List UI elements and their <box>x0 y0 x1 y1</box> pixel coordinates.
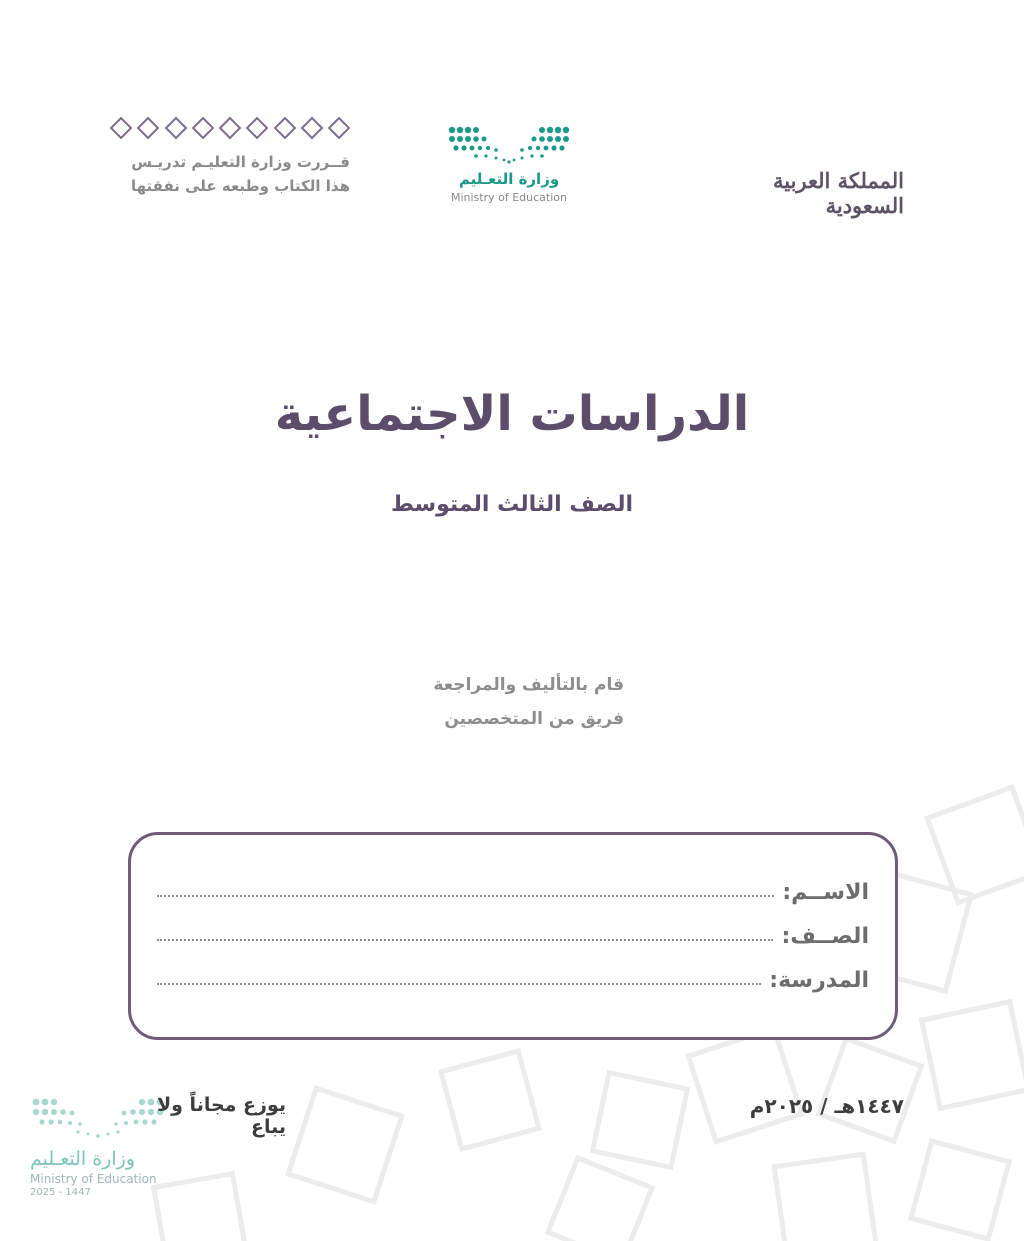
name-label: الاســم: <box>782 880 869 905</box>
kingdom-logo <box>718 166 904 220</box>
class-field-row[interactable] <box>157 919 869 949</box>
diamond-icon <box>110 117 133 140</box>
ministry-logo-top <box>446 124 572 204</box>
approval-line-2: هذا الكتاب وطبعه على نفقتها <box>131 177 350 195</box>
authors-line-2: فريق من المتخصصين <box>444 709 624 729</box>
free-distribution-note: يوزع مجاناً ولا يباع <box>156 1094 286 1138</box>
student-info-box <box>128 832 898 1040</box>
footer-ministry-english: Ministry of Education <box>30 1172 157 1186</box>
approval-statement <box>100 118 350 198</box>
book-title: الدراسات الاجتماعية <box>274 386 750 442</box>
class-label: الصــف: <box>781 924 869 949</box>
class-dotted-line[interactable] <box>157 939 773 941</box>
diamond-icon <box>246 117 269 140</box>
approval-line-1: قــررت وزارة التعليـم تدريـس <box>131 153 350 171</box>
diamond-icon <box>219 117 242 140</box>
name-field-row[interactable] <box>157 875 869 905</box>
diamond-icon <box>273 117 296 140</box>
diamond-ornament-row <box>110 118 350 138</box>
diamond-icon <box>300 117 323 140</box>
name-dotted-line[interactable] <box>157 895 774 897</box>
diamond-icon <box>328 117 351 140</box>
kingdom-calligraphy: المملكة العربية السعودية <box>772 168 904 218</box>
ministry-dots-icon <box>446 124 572 166</box>
footer-ministry-years: 2025 - 1447 <box>30 1187 91 1198</box>
footer-ministry-arabic: وزارة التعـليم <box>30 1148 136 1170</box>
diamond-icon <box>137 117 160 140</box>
publication-year: ١٤٤٧هـ / ٢٠٢٥م <box>749 1094 904 1118</box>
diamond-icon <box>164 117 187 140</box>
book-grade: الصف الثالث المتوسط <box>390 492 634 517</box>
school-field-row[interactable] <box>157 963 869 993</box>
authors-line-1: قام بالتأليف والمراجعة <box>433 675 624 695</box>
school-dotted-line[interactable] <box>157 983 761 985</box>
diamond-icon <box>191 117 214 140</box>
ministry-name-english: Ministry of Education <box>450 191 567 204</box>
school-label: المدرسة: <box>769 968 869 993</box>
ministry-name-arabic: وزارة التعـليم <box>458 170 560 188</box>
authors-credit <box>300 668 624 736</box>
